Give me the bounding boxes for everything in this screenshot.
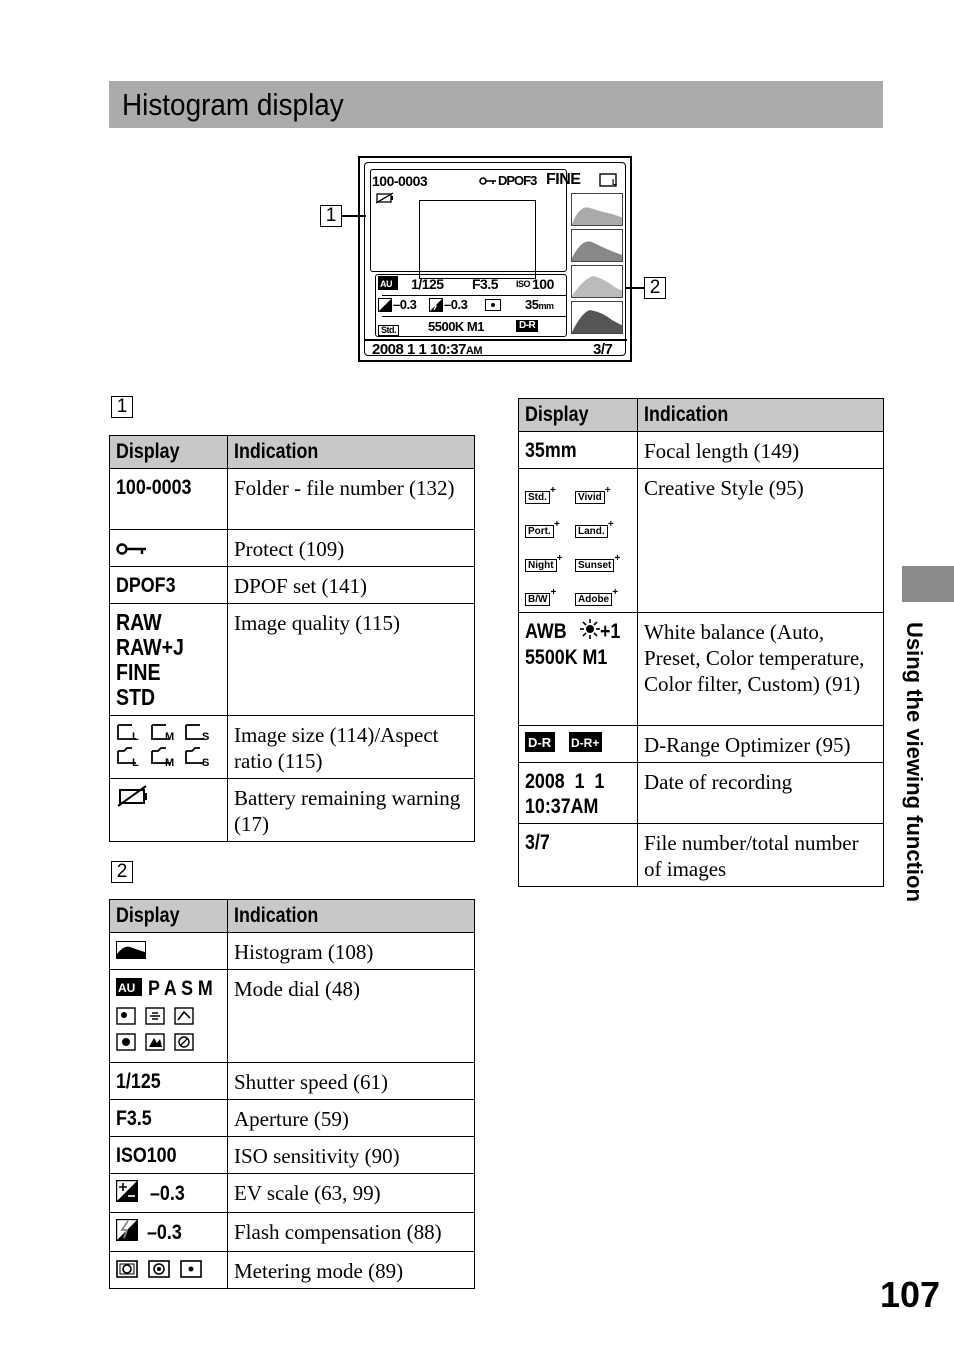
display-count: 3/7	[525, 831, 550, 855]
lcd-iso-label: ISO	[516, 279, 531, 289]
indication-text: Aperture (59)	[228, 1099, 475, 1136]
svg-text:AU: AU	[118, 980, 136, 995]
key-icon	[479, 173, 497, 189]
display-std: STD	[116, 684, 156, 710]
indication-text: Protect (109)	[228, 530, 475, 567]
lcd-wb: 5500K M1	[428, 319, 484, 334]
indication-text: Image quality (115)	[228, 604, 475, 716]
table-header-row	[110, 436, 475, 469]
metering-icon	[116, 1259, 206, 1284]
callout-1-leader	[342, 215, 366, 217]
svg-text:D-R+: D-R+	[571, 736, 600, 751]
indication-text: Date of recording	[638, 763, 884, 824]
table-row	[110, 567, 475, 604]
lcd-ev: –0.3	[393, 297, 417, 312]
section-label-2: 2	[111, 861, 133, 883]
header-indication: Indication	[638, 399, 884, 432]
lcd-aperture: F3.5	[472, 276, 499, 292]
svg-text:S: S	[202, 757, 210, 768]
indication-text: Creative Style (95)	[638, 469, 884, 613]
display-flash-comp: –0.3	[146, 1220, 182, 1244]
lcd-quality: FINE	[546, 171, 581, 188]
style-sunset: Sunset +	[575, 559, 614, 572]
table-row	[519, 432, 884, 469]
display-date: 2008 1 1	[525, 770, 605, 794]
lcd-file-number: 100-0003	[372, 173, 428, 189]
histogram-red	[571, 229, 623, 262]
flash-compensation-icon	[429, 298, 443, 315]
indication-text: DPOF set (141)	[228, 567, 475, 604]
table-row	[110, 970, 475, 1063]
svg-text:L: L	[132, 731, 139, 743]
image-size-icon	[116, 722, 216, 774]
histogram-blue	[571, 301, 623, 334]
style-land: Land. +	[575, 525, 608, 538]
table-2	[109, 899, 475, 1289]
indication-text: D-Range Optimizer (95)	[638, 726, 884, 763]
histogram-green	[571, 265, 623, 298]
style-port: Port. +	[525, 525, 554, 538]
chapter-tab	[902, 566, 954, 602]
style-vivid: Vivid +	[575, 491, 605, 504]
section-title-bar	[109, 81, 883, 128]
table-3	[518, 398, 884, 887]
table-row	[110, 933, 475, 970]
table-row	[110, 1251, 475, 1288]
auto-mode-icon	[378, 276, 398, 293]
indication-text: Shutter speed (61)	[228, 1062, 475, 1099]
lcd-shutter: 1/125	[411, 276, 444, 292]
chapter-side-label: Using the viewing function	[902, 622, 927, 902]
table-row	[110, 779, 475, 842]
dro-icon	[525, 732, 603, 758]
sun-icon	[580, 619, 600, 645]
display-awb: AWB	[525, 620, 567, 643]
display-ev: –0.3	[149, 1181, 185, 1205]
table-row	[110, 1062, 475, 1099]
svg-text:M: M	[165, 731, 175, 743]
display-file-number: 100-0003	[116, 476, 192, 499]
flash-compensation-icon	[116, 1219, 138, 1247]
display-fine: FINE	[116, 659, 161, 685]
lcd-screen-illustration	[358, 156, 632, 362]
table-row	[519, 726, 884, 763]
scene-mode-icons	[116, 1004, 221, 1058]
svg-text:M: M	[165, 757, 175, 768]
svg-text:D-R: D-R	[528, 735, 552, 751]
histogram-luminance	[571, 193, 623, 226]
style-bw: B/W +	[525, 593, 550, 606]
display-iso: ISO100	[116, 1143, 177, 1167]
lcd-flash-comp: –0.3	[444, 297, 468, 312]
battery-warning-icon	[116, 785, 150, 813]
indication-text: EV scale (63, 99)	[228, 1173, 475, 1212]
table-row	[110, 1212, 475, 1251]
display-raw-j: RAW+J	[116, 634, 184, 660]
lcd-photo-frame	[419, 200, 536, 279]
indication-text: ISO sensitivity (90)	[228, 1136, 475, 1173]
ev-icon	[116, 1180, 138, 1208]
table-1	[109, 435, 475, 842]
header-display: Display	[519, 399, 638, 432]
display-wb-shift: +1	[599, 620, 621, 643]
indication-text: File number/total number of images	[638, 824, 884, 887]
svg-text:S: S	[202, 731, 210, 743]
header-indication: Indication	[228, 900, 475, 933]
table-row	[110, 1173, 475, 1212]
table-row	[110, 530, 475, 567]
table-row	[519, 824, 884, 887]
indication-text: Metering mode (89)	[228, 1251, 475, 1288]
svg-text:L: L	[612, 178, 617, 187]
indication-text: Flash compensation (88)	[228, 1212, 475, 1251]
section-label-1: 1	[111, 396, 133, 418]
header-display: Display	[110, 436, 228, 469]
table-row	[110, 716, 475, 779]
display-aperture: F3.5	[116, 1106, 152, 1130]
table-row	[110, 604, 475, 716]
lcd-dpof: DPOF3	[498, 173, 537, 188]
table-row	[110, 469, 475, 530]
image-size-icon	[599, 173, 621, 190]
svg-text:AU: AU	[380, 279, 392, 289]
table-row	[519, 763, 884, 824]
creative-style-icons	[525, 481, 631, 608]
display-dpof: DPOF3	[116, 574, 176, 597]
header-display: Display	[110, 900, 228, 933]
page-title: Histogram display	[122, 87, 344, 122]
table-row	[110, 1136, 475, 1173]
indication-text: Focal length (149)	[638, 432, 884, 469]
display-wb-kelvin: 5500K M1	[525, 646, 608, 670]
lcd-iso-value: 100	[532, 276, 554, 292]
lcd-frame	[364, 162, 626, 356]
indication-text: Battery remaining warning (17)	[228, 779, 475, 842]
display-focal: 35mm	[525, 439, 577, 462]
lcd-date: 2008 1 1 10:37AM	[372, 341, 483, 358]
table-row	[110, 1099, 475, 1136]
svg-text:L: L	[132, 757, 139, 768]
metering-icon	[485, 298, 501, 314]
lcd-focal: 35mm	[525, 297, 554, 312]
indication-text: Folder - file number (132)	[228, 469, 475, 530]
indication-text: Image size (114)/Aspect ratio (115)	[228, 716, 475, 779]
indication-text: Histogram (108)	[228, 933, 475, 970]
lcd-count: 3/7	[593, 341, 613, 358]
table-header-row	[519, 399, 884, 432]
table-row	[519, 613, 884, 726]
style-night: Night +	[525, 559, 557, 572]
style-adobe: Adobe +	[575, 593, 612, 606]
auto-mode-icon	[116, 977, 142, 1002]
lcd-dro: D-R	[516, 320, 538, 332]
battery-warning-icon	[375, 191, 395, 207]
table-row	[519, 469, 884, 613]
display-time: 10:37AM	[525, 795, 599, 819]
callout-2-leader	[626, 287, 645, 289]
display-shutter: 1/125	[116, 1069, 161, 1093]
table-header-row	[110, 900, 475, 933]
indication-text: Mode dial (48)	[228, 970, 475, 1063]
callout-1: 1	[320, 205, 342, 227]
histogram-icon	[116, 940, 146, 965]
key-icon	[116, 537, 148, 562]
display-raw: RAW	[116, 609, 162, 635]
lcd-style: Std.	[378, 320, 399, 336]
indication-text: White balance (Auto, Preset, Color temperature, Color filter, Custom) (91)	[638, 613, 884, 726]
callout-2: 2	[644, 277, 666, 299]
page-number: 107	[880, 1274, 941, 1315]
ev-icon	[378, 298, 392, 315]
style-std: Std. +	[525, 491, 550, 504]
display-pasm: P A S M	[147, 977, 213, 1000]
header-indication: Indication	[228, 436, 475, 469]
